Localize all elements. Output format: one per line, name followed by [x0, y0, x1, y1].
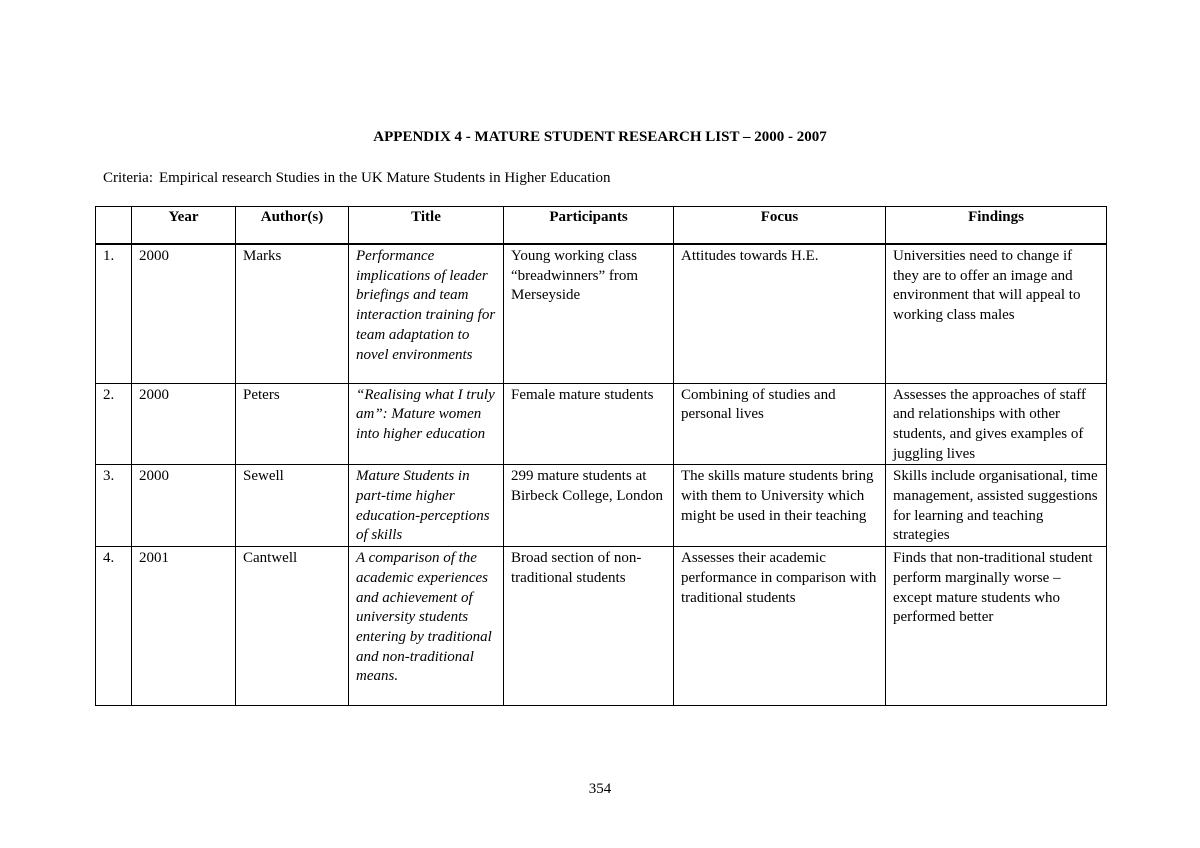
table-header-row	[96, 207, 1107, 245]
row-title: Performance implications of leader briefings and team interaction training for team adaptation to novel environments	[349, 244, 504, 383]
table-row	[96, 465, 1107, 547]
row-year: 2000	[132, 465, 236, 547]
table-row	[96, 383, 1107, 465]
row-number: 1.	[96, 244, 132, 383]
row-author: Marks	[236, 244, 349, 383]
research-table	[95, 206, 1107, 706]
row-number: 3.	[96, 465, 132, 547]
row-findings: Universities need to change if they are to offer an image and environment that will appeal to working class males	[886, 244, 1107, 383]
row-focus: Attitudes towards H.E.	[674, 244, 886, 383]
header-participants: Participants	[504, 207, 674, 245]
row-participants: Female mature students	[504, 383, 674, 465]
row-number: 2.	[96, 383, 132, 465]
header-authors: Author(s)	[236, 207, 349, 245]
page-number: 354	[588, 781, 612, 797]
row-participants: Broad section of non-traditional students	[504, 547, 674, 706]
row-title: “Realising what I truly am”: Mature women into higher education	[349, 383, 504, 465]
row-participants: Young working class “breadwinners” from Merseyside	[504, 244, 674, 383]
row-focus: Assesses their academic performance in comparison with traditional students	[674, 547, 886, 706]
header-focus: Focus	[674, 207, 886, 245]
row-number: 4.	[96, 547, 132, 706]
row-findings: Skills include organisational, time management, assisted suggestions for learning and teaching strategies	[886, 465, 1107, 547]
row-title: Mature Students in part-time higher education-perceptions of skills	[349, 465, 504, 547]
row-year: 2000	[132, 383, 236, 465]
row-author: Peters	[236, 383, 349, 465]
row-focus: The skills mature students bring with them to University which might be used in their teaching	[674, 465, 886, 547]
page-heading: APPENDIX 4 - MATURE STUDENT RESEARCH LIST – 2000 - 2007	[373, 129, 827, 145]
header-number	[96, 207, 132, 245]
row-author: Sewell	[236, 465, 349, 547]
row-findings: Finds that non-traditional student perform marginally worse – except mature students who performed better	[886, 547, 1107, 706]
row-focus: Combining of studies and personal lives	[674, 383, 886, 465]
table-row	[96, 547, 1107, 706]
header-title: Title	[349, 207, 504, 245]
row-title: A comparison of the academic experiences and achievement of university students entering by traditional and non-traditional means.	[349, 547, 504, 706]
row-participants: 299 mature students at Birbeck College, London	[504, 465, 674, 547]
row-year: 2000	[132, 244, 236, 383]
table-row	[96, 244, 1107, 383]
row-findings: Assesses the approaches of staff and relationships with other students, and gives examples of juggling lives	[886, 383, 1107, 465]
criteria-label: Criteria:	[103, 170, 153, 186]
header-year: Year	[132, 207, 236, 245]
criteria-line	[103, 168, 611, 188]
criteria-text: Empirical research Studies in the UK Mature Students in Higher Education	[158, 170, 611, 186]
header-findings: Findings	[886, 207, 1107, 245]
row-year: 2001	[132, 547, 236, 706]
row-author: Cantwell	[236, 547, 349, 706]
